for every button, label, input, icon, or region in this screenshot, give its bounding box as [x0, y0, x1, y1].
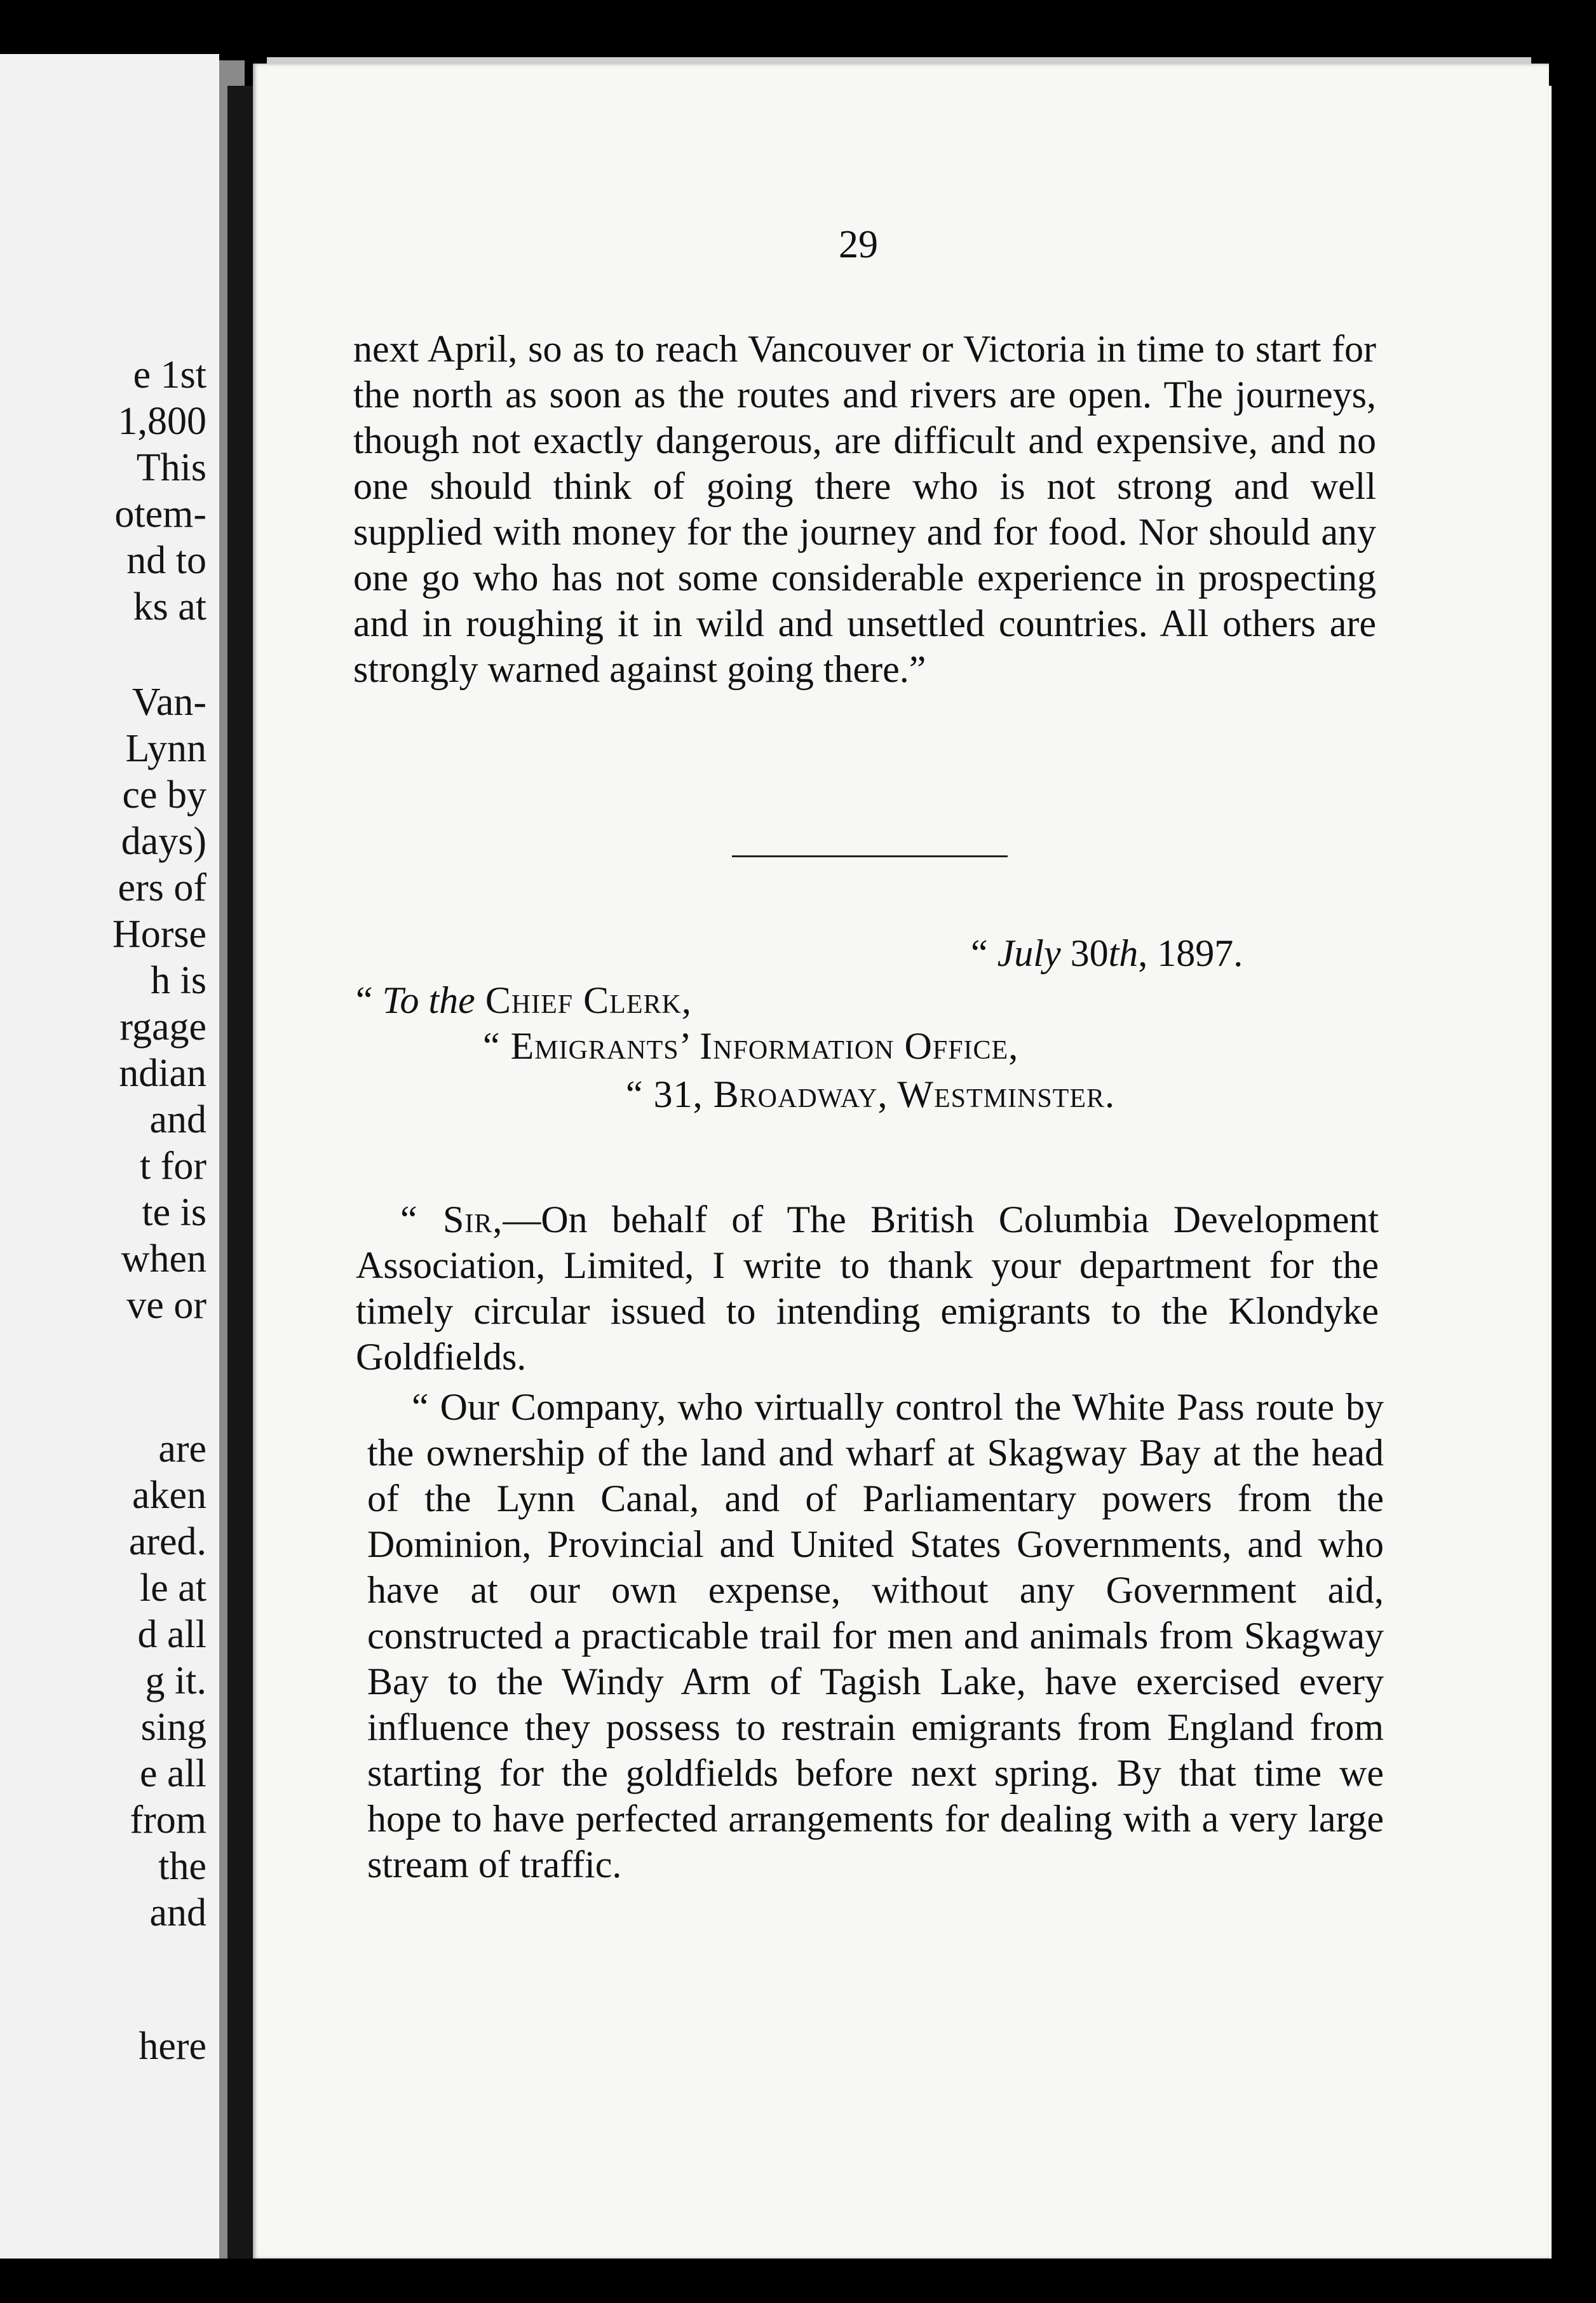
letter-salutation: “ Sir,: [400, 1199, 503, 1240]
left-page-line: Horse: [112, 913, 206, 956]
left-page-line: when: [121, 1237, 206, 1281]
date-day: 30: [1060, 932, 1109, 974]
left-page-line: h is: [151, 959, 206, 1002]
left-page-line: ndian: [119, 1052, 206, 1095]
left-page-line: are: [158, 1427, 206, 1471]
date-year: , 1897.: [1138, 932, 1243, 974]
left-page-line: and: [149, 1891, 206, 1934]
left-page-line: nd to: [126, 539, 206, 582]
recipient-line: [356, 979, 692, 1022]
left-page-line: ce by: [122, 773, 206, 817]
scan-border-right: [1552, 0, 1596, 2303]
left-facing-page: [0, 54, 219, 2259]
left-page-line: ks at: [133, 585, 206, 628]
left-page-line: Van-: [132, 681, 206, 724]
left-page-line: t for: [139, 1145, 206, 1188]
letter-date: [971, 932, 1243, 975]
left-page-line: This: [136, 446, 206, 489]
date-month: July: [997, 932, 1061, 974]
left-page-line: Lynn: [125, 727, 206, 770]
left-page-line: ared.: [128, 1520, 206, 1563]
left-page-line: e all: [140, 1752, 206, 1795]
recipient-title: Chief Clerk,: [475, 979, 692, 1021]
left-page-line: aken: [132, 1474, 206, 1517]
left-page-line: and: [149, 1098, 206, 1141]
recipient-office: “ Emigrants’ Information Office,: [483, 1025, 1019, 1067]
left-page-line: d all: [137, 1613, 206, 1656]
left-page-line: days): [121, 820, 206, 863]
left-page-line: sing: [140, 1706, 206, 1749]
book-gutter: [227, 86, 253, 2259]
left-page-line: te is: [142, 1191, 206, 1234]
recipient-prefix: To the: [382, 979, 475, 1021]
left-page-line: le at: [140, 1566, 206, 1610]
letter-paragraph: “ Our Company, who virtually control the White Pass route by the ownership of the land and wharf at Skagway Bay at the head of the Lynn Canal, and of Parliamentary powers from the Dominion, Provincial and United States Governments, and who have at our own expense, without any Government aid, constructed a practicable trail for men and animals from Skagway Bay to the Windy Arm of Tagish Lake, have exercised every influence they possess to restrain emigrants from England from starting for the goldfields before next spring. By that time we hope to have perfected arrangements for dealing with a very large stream of traffic.: [367, 1386, 1384, 1885]
date-suffix: th: [1108, 932, 1139, 974]
left-page-line: 1,800: [118, 400, 206, 443]
left-page-line: the: [158, 1845, 206, 1888]
scan-border-bottom: [0, 2259, 1596, 2303]
left-page-line: ers of: [118, 866, 206, 909]
left-page-line: here: [139, 2025, 206, 2068]
letter-paragraph: [356, 1197, 1379, 1380]
left-page-line: e 1st: [133, 353, 206, 397]
section-divider: [732, 855, 1008, 857]
left-page-line: g it.: [145, 1659, 206, 1702]
intro-paragraph: next April, so as to reach Vancouver or Victoria in time to start for the north as soon as the routes and rivers are open. The journeys, though not exactly dangerous, are difficult and expensive, and no one should think of going there who is not strong and well supplied with money for the journey and for food. Nor should any one go who has not some considerable experience in prospecting and in roughing it in wild and unsettled countries. All others are strongly warned against going there.”: [353, 328, 1376, 690]
left-page-line: ve or: [126, 1284, 206, 1327]
recipient-open-quote: “: [356, 979, 382, 1021]
page-number: 29: [839, 223, 878, 266]
left-page-line: from: [130, 1798, 206, 1842]
left-page-line: otem-: [114, 493, 206, 536]
letter-paragraph-text: —On behalf of The British Columbia Development Association, Limited, I write to thank your department for the timely circular issued to intending emigrants to the Klondyke Goldfields.: [356, 1199, 1379, 1378]
date-open-quote: “: [971, 932, 998, 974]
left-page-line: rgage: [119, 1005, 206, 1049]
recipient-address: “ 31, Broadway, Westminster.: [626, 1073, 1116, 1115]
